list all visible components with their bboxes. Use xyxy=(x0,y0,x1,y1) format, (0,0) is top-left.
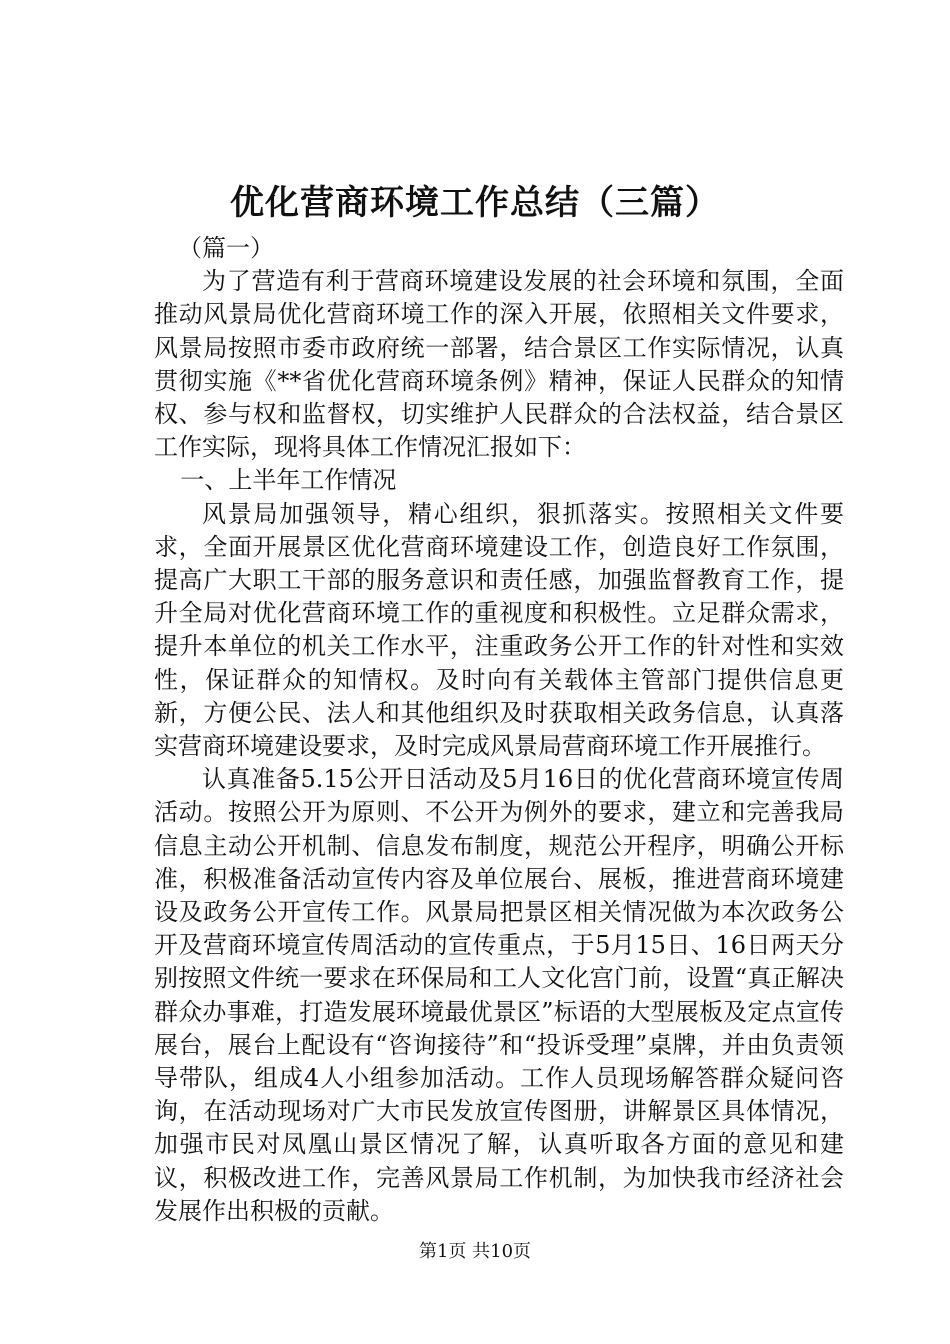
part-label: （篇一） xyxy=(178,234,274,262)
page-footer: 第1页 共10页 xyxy=(418,1241,532,1262)
document-title: 优化营商环境工作总结（三篇） xyxy=(230,183,720,223)
paragraph-leadership: 风景局加强领导，精心组织，狠抓落实。按照相关文件要求，全面开展景区优化营商环境建设工作，创造良好工作氛围，提高广大职工干部的服务意识和责任感，加强监督教育工作，提升全局对优化营商环境工作的重视度和积极性。立足群众需求，提升本单位的机关工作水平，注重政务公开工作的针对性和实效性，保证群众的知情权。及时向有关载体主管部门提供信息更新，方便公民、法人和其他组织及时获取相关政务信息，认真落实营商环境建设要求，及时完成风景局营商环境工作开展推行。 xyxy=(154,499,844,761)
section-heading: 一、上半年工作情况 xyxy=(180,466,397,495)
paragraph-intro: 为了营造有利于营商环境建设发展的社会环境和氛围，全面推动风景局优化营商环境工作的深入开展，依照相关文件要求，风景局按照市委市政府统一部署，结合景区工作实际情况，认真贯彻实施《**省优化营商环境条例》精神，保证人民群众的知情权、参与权和监督权，切实维护人民群众的合法权益，结合景区工作实际，现将具体工作情况汇报如下： xyxy=(154,267,844,462)
paragraph-activity: 认真准备5.15公开日活动及5月16日的优化营商环境宣传周活动。按照公开为原则、不公开为例外的要求，建立和完善我局信息主动公开机制、信息发布制度，规范公开程序，明确公开标准，积极准备活动宣传内容及单位展台、展板，推进营商环境建设及政务公开宣传工作。风景局把景区相关情况做为本次政务公开及营商环境宣传周活动的宣传重点，于5月15日、16日两天分别按照文件统一要求在环保局和工人文化宫门前，设置“真正解决群众办事难，打造发展环境最优景区”标语的大型展板及定点宣传展台，展台上配设有“咨询接待”和“投诉受理”桌牌，并由负责领导带队，组成4人小组参加活动。工作人员现场解答群众疑问咨询，在活动现场对广大市民发放宣传图册，讲解景区具体情况，加强市民对凤凰山景区情况了解，认真听取各方面的意见和建议，积极改进工作，完善风景局工作机制，为加快我市经济社会发展作出积极的贡献。 xyxy=(154,765,844,1225)
document-body xyxy=(154,232,844,1228)
